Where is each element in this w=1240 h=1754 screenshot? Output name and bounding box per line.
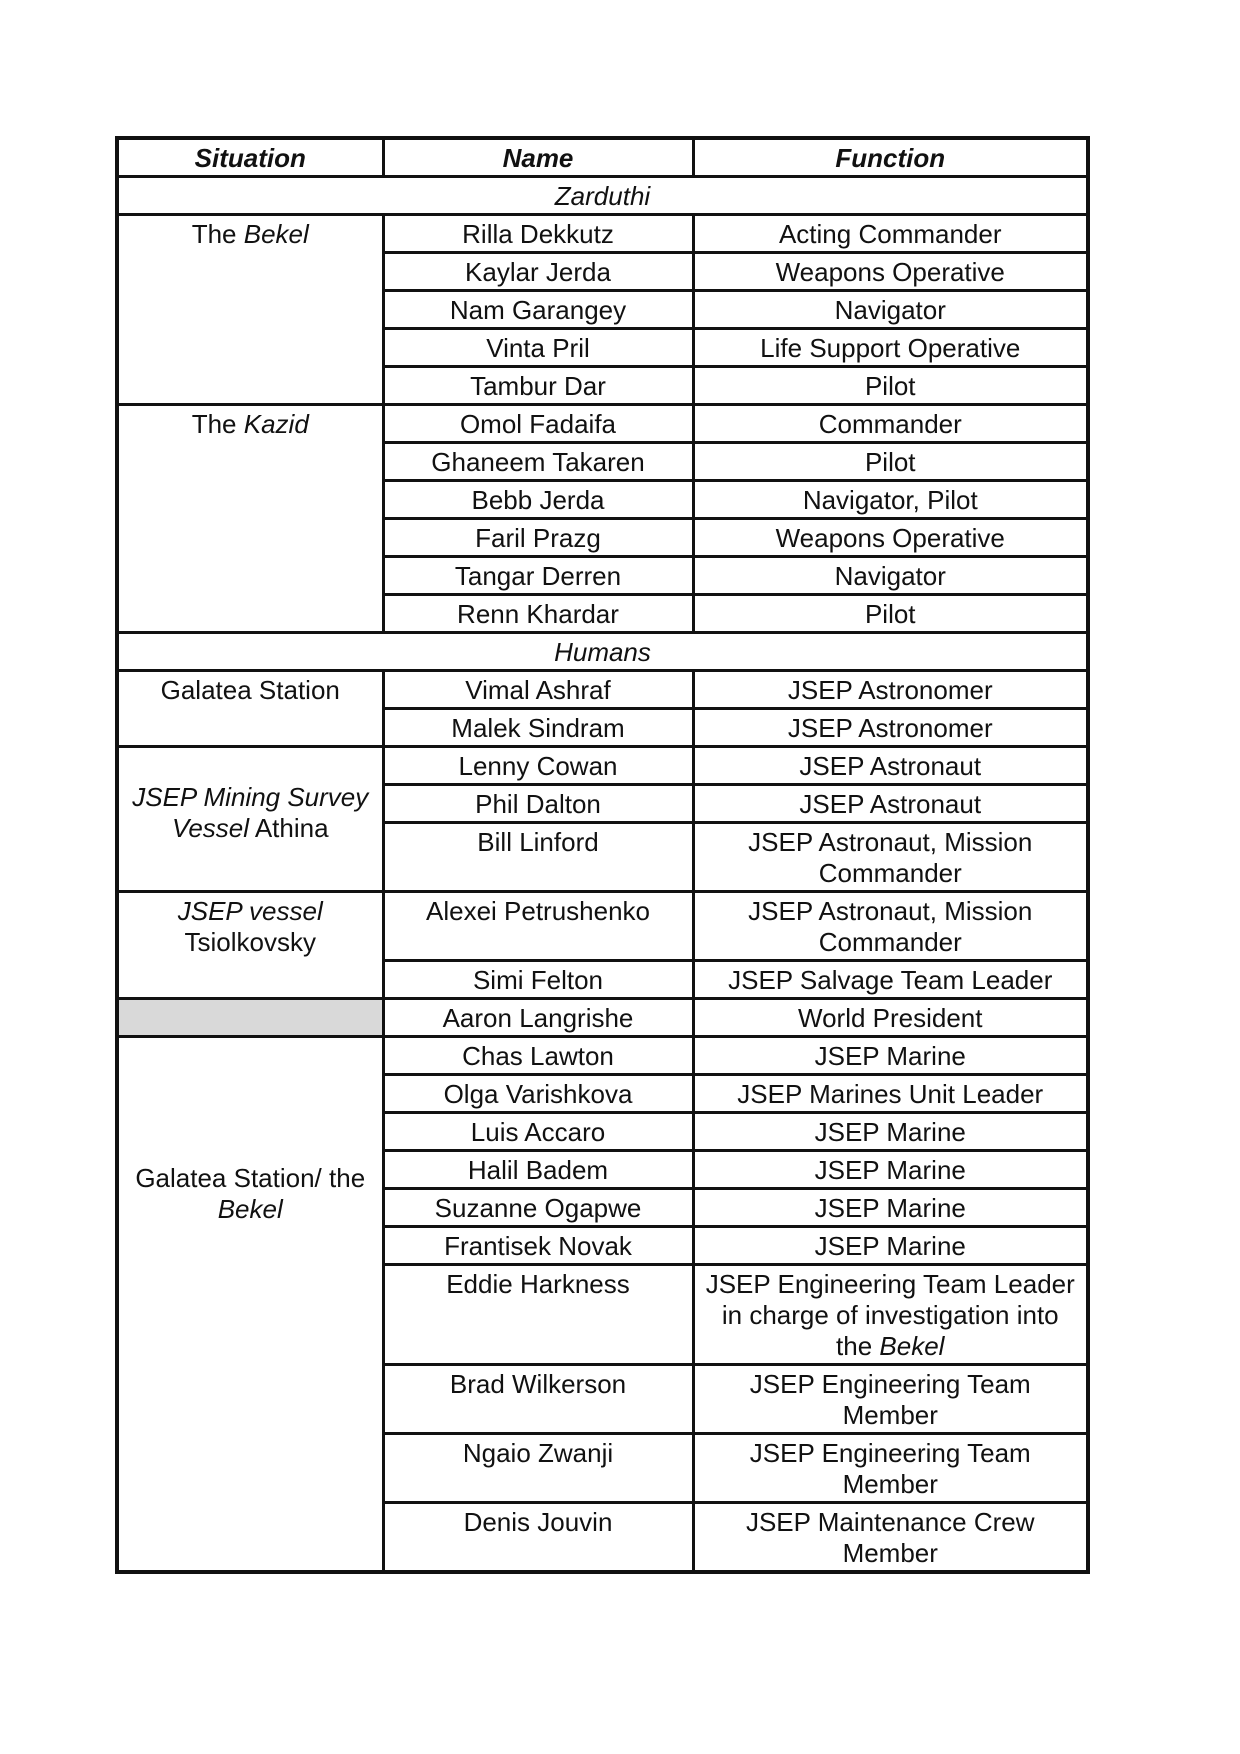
function-cell: JSEP Marine	[693, 1227, 1088, 1265]
function-cell: JSEP Salvage Team Leader	[693, 961, 1088, 999]
function-cell: Life Support Operative	[693, 329, 1088, 367]
function-cell: Navigator, Pilot	[693, 481, 1088, 519]
function-cell: Weapons Operative	[693, 519, 1088, 557]
name-cell: Kaylar Jerda	[383, 253, 693, 291]
function-cell: JSEP Marine	[693, 1113, 1088, 1151]
header-function: Function	[693, 138, 1088, 177]
name-cell: Brad Wilkerson	[383, 1365, 693, 1434]
function-cell: Acting Commander	[693, 215, 1088, 253]
name-cell: Omol Fadaifa	[383, 405, 693, 443]
name-cell: Lenny Cowan	[383, 747, 693, 785]
name-cell: Aaron Langrishe	[383, 999, 693, 1037]
name-cell: Tambur Dar	[383, 367, 693, 405]
function-cell: JSEP Marine	[693, 1189, 1088, 1227]
group-label: Zarduthi	[117, 177, 1088, 215]
situation-text: The	[191, 409, 244, 439]
header-name: Name	[383, 138, 693, 177]
name-cell: Suzanne Ogapwe	[383, 1189, 693, 1227]
name-cell: Bebb Jerda	[383, 481, 693, 519]
situation-cell-empty	[117, 999, 383, 1037]
function-cell: JSEP Marines Unit Leader	[693, 1075, 1088, 1113]
header-row	[117, 138, 1088, 177]
function-cell: Commander	[693, 405, 1088, 443]
function-cell: JSEP Engineering Team Member	[693, 1434, 1088, 1503]
function-cell: Navigator	[693, 291, 1088, 329]
situation-cell	[117, 747, 383, 892]
name-cell: Eddie Harkness	[383, 1265, 693, 1365]
table-row	[117, 999, 1088, 1037]
function-cell: Pilot	[693, 443, 1088, 481]
situation-ship-name: Athina	[249, 813, 329, 843]
crew-roster-table	[115, 136, 1090, 1574]
name-cell: Vinta Pril	[383, 329, 693, 367]
situation-cell	[117, 1037, 383, 1573]
name-cell: Bill Linford	[383, 823, 693, 892]
name-cell: Ghaneem Takaren	[383, 443, 693, 481]
name-cell: Alexei Petrushenko	[383, 892, 693, 961]
function-cell: JSEP Maintenance Crew Member	[693, 1503, 1088, 1573]
function-cell: Navigator	[693, 557, 1088, 595]
function-cell	[693, 1265, 1088, 1365]
function-cell: Pilot	[693, 367, 1088, 405]
function-cell: World President	[693, 999, 1088, 1037]
name-cell: Denis Jouvin	[383, 1503, 693, 1573]
situation-vessel-type: JSEP Mining Survey Vessel	[132, 782, 369, 843]
name-cell: Chas Lawton	[383, 1037, 693, 1075]
function-cell: JSEP Marine	[693, 1037, 1088, 1075]
function-text: JSEP Engineering Team Leader in charge of investigation into the	[705, 1269, 1075, 1361]
function-cell: Pilot	[693, 595, 1088, 633]
name-cell: Olga Varishkova	[383, 1075, 693, 1113]
situation-ship-name: Kazid	[243, 409, 309, 439]
name-cell: Malek Sindram	[383, 709, 693, 747]
header-situation: Situation	[117, 138, 383, 177]
function-cell: JSEP Astronaut, Mission Commander	[693, 892, 1088, 961]
name-cell: Ngaio Zwanji	[383, 1434, 693, 1503]
situation-vessel-type: JSEP vessel	[177, 896, 323, 926]
situation-text: Galatea Station/ the	[135, 1163, 366, 1193]
name-cell: Frantisek Novak	[383, 1227, 693, 1265]
name-cell: Simi Felton	[383, 961, 693, 999]
situation-ship-name: Tsiolkovsky	[184, 927, 316, 957]
function-cell: JSEP Engineering Team Member	[693, 1365, 1088, 1434]
situation-cell	[117, 892, 383, 999]
function-cell: JSEP Astronomer	[693, 709, 1088, 747]
situation-ship-name: Bekel	[217, 1194, 283, 1224]
name-cell: Faril Prazg	[383, 519, 693, 557]
situation-text: The	[191, 219, 244, 249]
situation-ship-name: Bekel	[243, 219, 309, 249]
name-cell: Rilla Dekkutz	[383, 215, 693, 253]
function-ship-name: Bekel	[879, 1331, 945, 1361]
situation-cell	[117, 405, 383, 633]
function-cell: JSEP Astronaut	[693, 785, 1088, 823]
group-label: Humans	[117, 633, 1088, 671]
table-row	[117, 405, 1088, 443]
name-cell: Luis Accaro	[383, 1113, 693, 1151]
name-cell: Halil Badem	[383, 1151, 693, 1189]
name-cell: Vimal Ashraf	[383, 671, 693, 709]
table-row	[117, 747, 1088, 785]
table-row	[117, 671, 1088, 709]
name-cell: Nam Garangey	[383, 291, 693, 329]
table-row	[117, 1037, 1088, 1075]
function-cell: JSEP Astronomer	[693, 671, 1088, 709]
function-cell: Weapons Operative	[693, 253, 1088, 291]
function-cell: JSEP Marine	[693, 1151, 1088, 1189]
situation-cell: Galatea Station	[117, 671, 383, 747]
table-row	[117, 215, 1088, 253]
name-cell: Phil Dalton	[383, 785, 693, 823]
name-cell: Tangar Derren	[383, 557, 693, 595]
function-cell: JSEP Astronaut	[693, 747, 1088, 785]
function-cell: JSEP Astronaut, Mission Commander	[693, 823, 1088, 892]
name-cell: Renn Khardar	[383, 595, 693, 633]
group-row-humans	[117, 633, 1088, 671]
group-row-zarduthi	[117, 177, 1088, 215]
situation-cell	[117, 215, 383, 405]
table-row	[117, 892, 1088, 961]
